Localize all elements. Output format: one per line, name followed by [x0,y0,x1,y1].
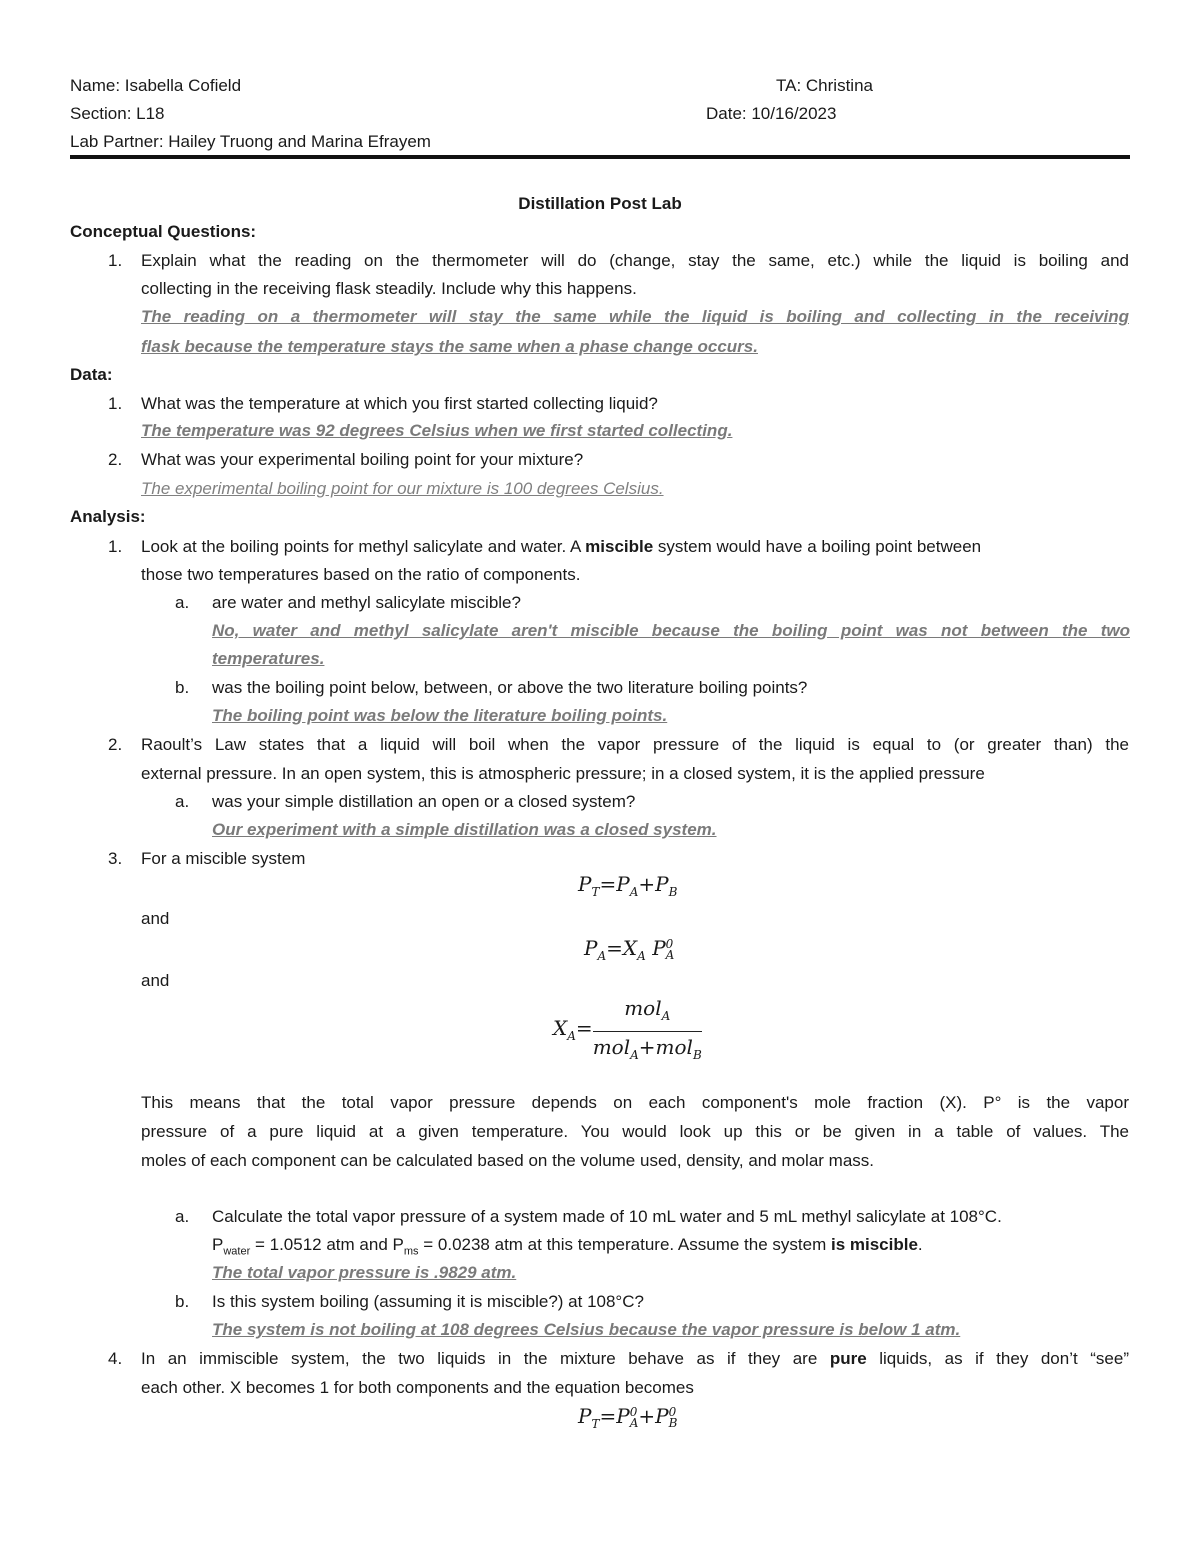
answer-text: The reading on a thermometer will stay the same while the liquid is boiling and collecting in the receiving [141,307,1129,326]
paragraph-text: This means that the total vapor pressure depends on each component's mole fraction (X). P° is the vapor [141,1093,1129,1112]
subquestion-text: Is this system boiling (assuming it is miscible?) at 108°C? [212,1292,644,1311]
subquestion-label: b. [175,678,190,697]
section: Section: L18 [70,104,165,123]
paragraph-text: moles of each component can be calculated based on the volume used, density, and molar mass. [141,1151,875,1170]
equation-partial-pressure: $P_A=X_A$ P 0 A [584,936,675,963]
analysis-heading: Analysis: [70,507,146,526]
data-heading: Data: [70,365,113,384]
subquestion-label: a. [175,792,190,811]
question-number: 2. [108,735,123,754]
question-text: collecting in the receiving flask steadily. Include why this happens. [141,279,637,298]
question-text: What was the temperature at which you first started collecting liquid? [141,394,658,413]
conceptual-heading: Conceptual Questions: [70,222,257,241]
lab-partner: Lab Partner: Hailey Truong and Marina Efrayem [70,132,431,151]
answer-text: The experimental boiling point for our mixture is 100 degrees Celsius. [141,479,664,498]
connector-text: and [141,909,170,928]
header-divider [70,155,1130,159]
answer-text: The system is not boiling at 108 degrees Celsius because the vapor pressure is below 1 atm. [212,1320,961,1339]
date: Date: 10/16/2023 [706,104,837,123]
question-number: 3. [108,849,123,868]
answer-text: The boiling point was below the literature boiling points. [212,706,668,725]
student-name: Name: Isabella Cofield [70,76,242,95]
subquestion-text: Calculate the total vapor pressure of a system made of 10 mL water and 5 mL methyl salicylate at 108°C. [212,1207,1002,1226]
question-text: In an immiscible system, the two liquids in the mixture behave as if they are pure liquids, as if they don’t “see” [141,1349,1129,1368]
subquestion-label: a. [175,593,190,612]
answer-text: The total vapor pressure is .9829 atm. [212,1263,517,1282]
equation-immiscible-pressure: $P_T=P$ 0 A +P 0 B [578,1404,678,1431]
question-number: 1. [108,537,123,556]
subquestion-text: $P_{water} = 1.0512$ atm and $P_{ms} = 0.0238$ atm at this temperature. Assume the system is miscible. [212,1235,923,1258]
question-text: each other. X becomes 1 for both components and the equation becomes [141,1378,694,1397]
answer-text: The temperature was 92 degrees Celsius when we first started collecting. [141,421,733,440]
ta-name: TA: Christina [776,76,873,95]
question-text: What was your experimental boiling point for your mixture? [141,450,584,469]
question-text: Look at the boiling points for methyl salicylate and water. A miscible system would have a boiling point between [141,537,982,556]
subquestion-text: was your simple distillation an open or a closed system? [212,792,636,811]
question-text: Explain what the reading on the thermometer will do (change, stay the same, etc.) while the liquid is boiling and [141,251,1129,270]
subquestion-label: a. [175,1207,190,1226]
answer-text: temperatures. [212,649,325,668]
equation-mole-fraction: $X_A=$ $\frac{mol_A}{mol_A+mol_B}$ [553,996,702,1062]
question-text: external pressure. In an open system, this is atmospheric pressure; in a closed system, it is the applied pressure [141,764,985,783]
connector-text: and [141,971,170,990]
question-number: 1. [108,394,123,413]
subquestion-text: was the boiling point below, between, or above the two literature boiling points? [212,678,808,697]
answer-text: No, water and methyl salicylate aren't miscible because the boiling point was not between the two [212,621,1130,640]
answer-text: Our experiment with a simple distillation was a closed system. [212,820,717,839]
paragraph-text: pressure of a pure liquid at a given temperature. You would look up this or be given in a table of values. The [141,1122,1129,1141]
subquestion-label: b. [175,1292,190,1311]
question-number: 4. [108,1349,123,1368]
question-number: 2. [108,450,123,469]
answer-text: flask because the temperature stays the same when a phase change occurs. [141,337,758,356]
subquestion-text: are water and methyl salicylate miscible? [212,593,521,612]
question-text: For a miscible system [141,849,306,868]
page-title: Distillation Post Lab [518,194,682,213]
question-number: 1. [108,251,123,270]
question-text: those two temperatures based on the ratio of components. [141,565,581,584]
equation-total-pressure: $P_T=P_A+P_B$ [578,872,678,899]
question-text: Raoult’s Law states that a liquid will boil when the vapor pressure of the liquid is equal to (or greater than) the [141,735,1129,754]
